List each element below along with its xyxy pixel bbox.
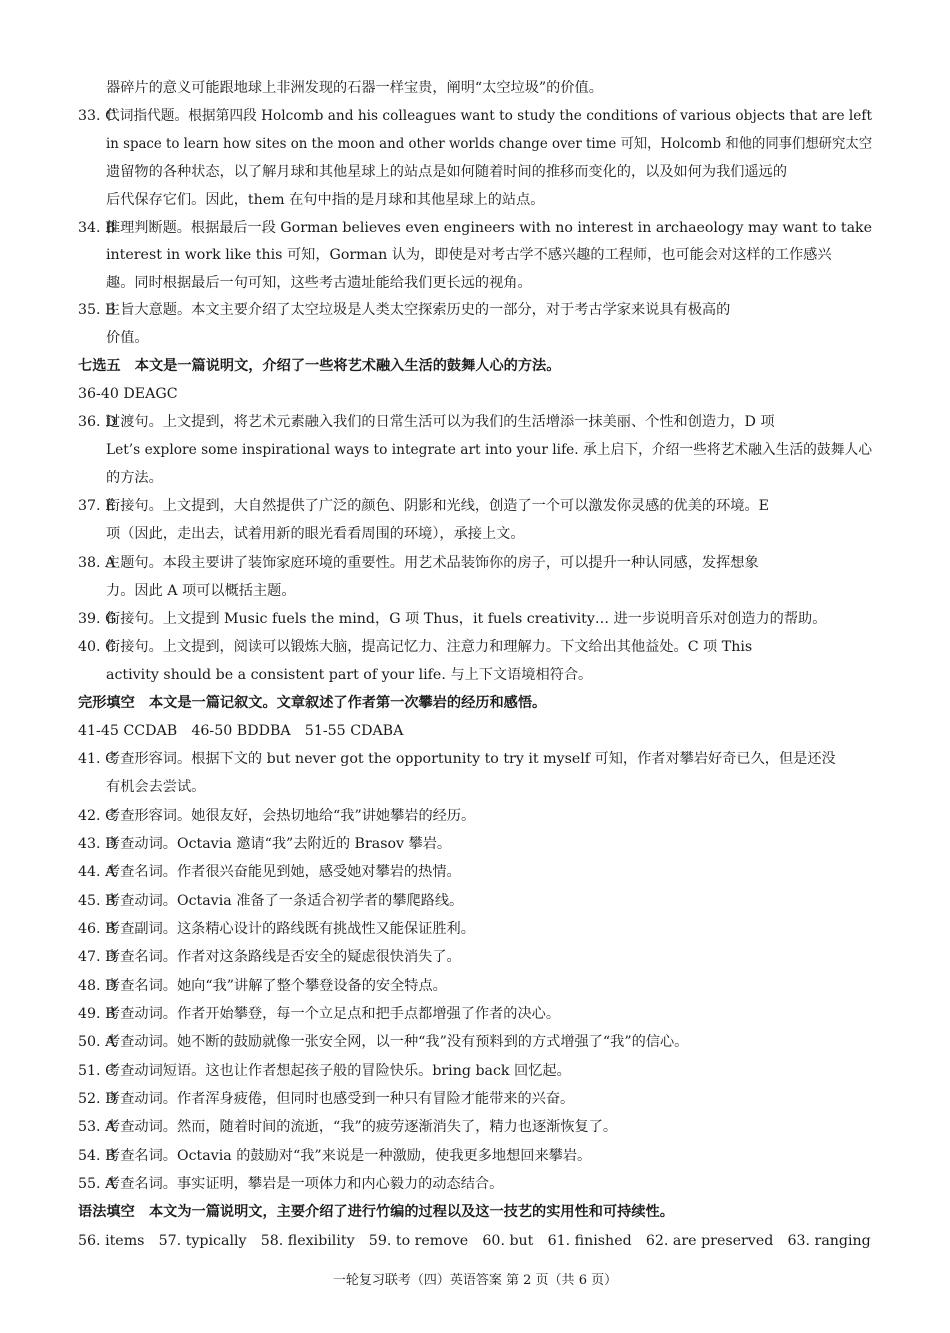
section-heading-seven-choose-five: 七选五 本文是一篇说明文，介绍了一些将艺术融入生活的鼓舞人心的方法。 bbox=[78, 358, 561, 374]
answer-number: 45. B bbox=[78, 893, 116, 909]
answer-number: 50. A bbox=[78, 1034, 116, 1050]
answer-text: 主题句。本段主要讲了装饰家庭环境的重要性。用艺术品装饰你的房子，可以提升一种认同感，发挥想象 bbox=[106, 555, 759, 571]
answer-text: 后代保存它们。因此，them 在句中指的是月球和其他星球上的站点。 bbox=[106, 192, 545, 208]
answer-number: 47. D bbox=[78, 949, 117, 965]
section-heading-grammar-fill: 语法填空 本文为一篇说明文，主要介绍了进行竹编的过程以及这一技艺的实用性和可持续性。 bbox=[78, 1204, 674, 1220]
answer-text: 考查形容词。根据下文的 but never got the opportunity to try it myself 可知，作者对攀岩好奇已久，但是还没 bbox=[106, 751, 836, 767]
answer-text: 代词指代题。根据第四段 Holcomb and his colleagues want to study the conditions of various objects that are left bbox=[106, 108, 873, 124]
answer-number: 34. B bbox=[78, 220, 116, 236]
answer-number: 39. G bbox=[78, 611, 117, 627]
answer-text: 衔接句。上文提到 Music fuels the mind，G 项 Thus，it fuels creativity… 进一步说明音乐对创造力的帮助。 bbox=[106, 611, 827, 627]
answer-text: 考查动词。Octavia 邀请“我”去附近的 Brasov 攀岩。 bbox=[106, 836, 452, 852]
page-footer: 一轮复习联考（四）英语答案 第 2 页（共 6 页） bbox=[332, 1273, 618, 1288]
answer-key-41-55: 41-45 CCDAB 46-50 BDDBA 51-55 CDABA bbox=[78, 723, 404, 739]
section-heading-cloze: 完形填空 本文是一篇记叙文。文章叙述了作者第一次攀岩的经历和感悟。 bbox=[78, 695, 547, 711]
answer-number: 40. C bbox=[78, 639, 116, 655]
answer-number: 38. A bbox=[78, 555, 116, 571]
answer-text: 项（因此，走出去，试着用新的眼光看看周围的环境），承接上文。 bbox=[106, 526, 525, 542]
answer-text: 考查名词。作者对这条路线是否安全的疑虑很快消失了。 bbox=[106, 949, 461, 965]
answer-text: 有机会去尝试。 bbox=[106, 779, 206, 795]
answer-text: 的方法。 bbox=[106, 470, 163, 486]
answer-text: in space to learn how sites on the moon and other worlds change over time 可知，Holcomb 和他的同事们想研究太空 bbox=[106, 136, 873, 152]
answer-text: activity should be a consistent part of your life. 与上下文语境相符合。 bbox=[106, 667, 593, 683]
answer-number: 36. D bbox=[78, 414, 117, 430]
answer-text: interest in work like this 可知，Gorman 认为，即使是对考古学不感兴趣的工程师，也可能会对这样的工作感兴 bbox=[106, 247, 832, 263]
answer-text: 衔接句。上文提到，大自然提供了广泛的颜色、阴影和光线，创造了一个可以激发你灵感的优美的环境。E bbox=[106, 498, 769, 514]
answer-text: 力。因此 A 项可以概括主题。 bbox=[106, 583, 296, 599]
answer-key-36-40: 36-40 DEAGC bbox=[78, 386, 178, 402]
answer-text: 推理判断题。根据最后一段 Gorman believes even engineers with no interest in archaeology may want to take bbox=[106, 220, 873, 236]
answer-number: 48. D bbox=[78, 978, 117, 994]
answer-number: 52. D bbox=[78, 1091, 117, 1107]
answer-text: 考查形容词。她很友好，会热切地给“我”讲她攀岩的经历。 bbox=[106, 808, 476, 824]
answer-text: 考查动词。她不断的鼓励就像一张安全网，以一种“我”没有预料到的方式增强了“我”的信心。 bbox=[106, 1034, 689, 1050]
answer-number: 55. A bbox=[78, 1176, 116, 1192]
answer-text: 考查名词。事实证明，攀岩是一项体力和内心毅力的动态结合。 bbox=[106, 1176, 504, 1192]
answer-text: 考查动词短语。这也让作者想起孩子般的冒险快乐。bring back 回忆起。 bbox=[106, 1063, 571, 1079]
answer-text: 考查名词。作者很兴奋能见到她，感受她对攀岩的热情。 bbox=[106, 864, 461, 880]
answer-text: 考查名词。Octavia 的鼓励对“我”来说是一种激励，使我更多地想回来攀岩。 bbox=[106, 1148, 592, 1164]
answer-text: 价值。 bbox=[106, 330, 149, 346]
answer-number: 43. D bbox=[78, 836, 117, 852]
answer-number: 41. C bbox=[78, 751, 116, 767]
answer-text: 过渡句。上文提到，将艺术元素融入我们的日常生活可以为我们的生活增添一抹美丽、个性和创造力，D 项 bbox=[106, 414, 775, 430]
q32-continuation: 器碎片的意义可能跟地球上非洲发现的石器一样宝贵，阐明“太空垃圾”的价值。 bbox=[106, 80, 603, 96]
answer-number: 35. B bbox=[78, 302, 116, 318]
answer-number: 51. C bbox=[78, 1063, 116, 1079]
answer-text: 考查动词。Octavia 准备了一条适合初学者的攀爬路线。 bbox=[106, 893, 464, 909]
answer-number: 49. B bbox=[78, 1006, 116, 1022]
answer-text: 衔接句。上文提到，阅读可以锻炼大脑，提高记忆力、注意力和理解力。下文给出其他益处。C 项 This bbox=[106, 639, 753, 655]
answer-text: Let’s explore some inspirational ways to integrate art into your life. 承上启下，介绍一些将艺术融入生活的鼓舞人心 bbox=[106, 442, 872, 458]
answer-number: 33. C bbox=[78, 108, 116, 124]
answer-text: 考查动词。然而，随着时间的流逝，“我”的疲劳逐渐消失了，精力也逐渐恢复了。 bbox=[106, 1119, 618, 1135]
answer-text: 遗留物的各种状态，以了解月球和其他星球上的站点是如何随着时间的推移而变化的，以及如何为我们遥远的 bbox=[106, 164, 788, 180]
answer-text: 考查动词。作者浑身疲倦，但同时也感受到一种只有冒险才能带来的兴奋。 bbox=[106, 1091, 575, 1107]
answer-text: 趣。同时根据最后一句可知，这些考古遗址能给我们更长远的视角。 bbox=[106, 275, 532, 291]
answer-text: 考查副词。这条精心设计的路线既有挑战性又能保证胜利。 bbox=[106, 921, 475, 937]
answer-text: 考查名词。她向“我”讲解了整个攀登设备的安全特点。 bbox=[106, 978, 447, 994]
answer-text: 考查动词。作者开始攀登，每一个立足点和把手点都增强了作者的决心。 bbox=[106, 1006, 561, 1022]
answer-number: 42. C bbox=[78, 808, 116, 824]
answer-number: 37. E bbox=[78, 498, 116, 514]
answer-number: 53. A bbox=[78, 1119, 116, 1135]
answer-number: 46. B bbox=[78, 921, 116, 937]
answer-text: 主旨大意题。本文主要介绍了太空垃圾是人类太空探索历史的一部分，对于考古学家来说具有极高的 bbox=[106, 302, 731, 318]
answer-number: 54. B bbox=[78, 1148, 116, 1164]
answer-key-56-63: 56. items 57. typically 58. flexibility 59. to remove 60. but 61. finished 62. are preserved 63. ranging bbox=[78, 1233, 871, 1249]
answer-number: 44. A bbox=[78, 864, 116, 880]
